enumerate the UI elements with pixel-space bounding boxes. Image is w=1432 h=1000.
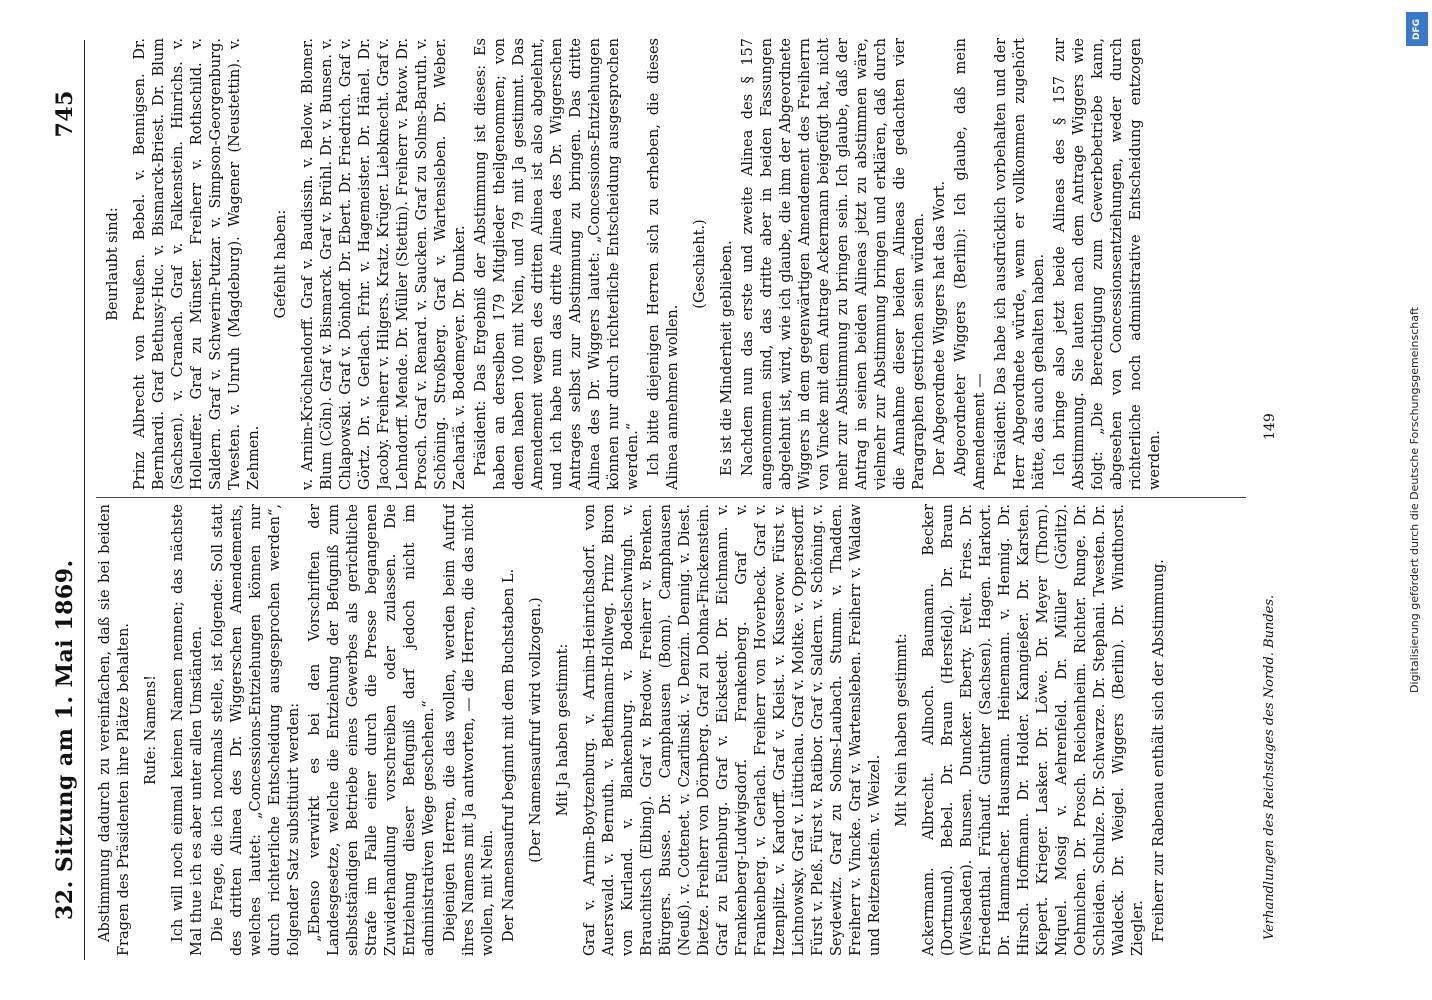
paragraph: Diejenigen Herren, die das wollen, werden beim Aufruf ihres Namens mit Ja antworten, — die Herren, die das nicht wollen, mit Nein.	[442, 504, 496, 956]
paragraph: Ackermann. Albrecht. Allnoch. Baumann. Becker (Dortmund). Bebel. Dr. Braun (Hersfeld). Dr. Braun (Wiesbaden). Bunsen. Duncker. Eberty. Evelt. Fries. Dr. Friedenthal. Frühauf. Günther (Sachsen). Hagen. Harkort. Dr. Hammacher. Hausmann. Heinemann. v. Hennig. Dr. Hirsch. Hoffmann. Dr. Holder. Kanngießer. Dr. Karsten. Kiepert. Krieger. Lasker. Dr. Löwe. Dr. Meyer (Thorn). Miquel. Mosig v. Aehrenfeld. Dr. Müller (Görlitz). Oehmichen. Dr. Prosch. Reichenheim. Richter. Runge. Dr. Schleiden. Schulze. Dr. Schwarze. Dr. Stephani. Twesten. Dr. Waldeck. Dr. Weigel. Wiggers (Berlin). Dr. Windthorst. Ziegler.	[921, 504, 1146, 956]
page-signature: 149	[1262, 413, 1278, 440]
paragraph: v. Arnim-Kröchlendorff. Graf v. Baudissin. v. Below. Blomer. Blum (Cöln). Graf v. Bismarck. Graf v. Brühl. Dr. v. Bunsen. v. Chlapowski. Graf v. Dönhoff. Dr. Ebert. Dr. Friedrich. Graf v. Görtz. Dr. v. Gerlach. Frhr. v. Hagemeister. Dr. Hänel. Dr. Jacoby. Freiherr v. Hilgers. Kratz. Krüger. Liebknecht. Graf v. Lehndorff. Mende. Dr. Müller (Stettin). Freiherr v. Patow. Dr. Prosch. Graf v. Renard. v. Saucken. Graf zu Solms-Baruth. v. Schöning. Stroßberg. Graf v. Wartensleben. Dr. Weber. Zachariä. v. Bodemeyer. Dr. Dunker.	[300, 38, 468, 490]
paragraph: Abstimmung dadurch zu vereinfachen, daß sie bei beiden Fragen des Präsidenten ihre Plätze behalten.	[97, 504, 132, 956]
paragraph: Ich bitte diejenigen Herren sich zu erheben, die dieses Alinea annehmen wollen.	[646, 38, 681, 490]
page-title: 32. Sitzung am 1. Mai 1869.	[52, 559, 78, 920]
paragraph: Der Namensaufruf beginnt mit dem Buchstaben L.	[501, 568, 517, 942]
paragraph: (Geschieht.)	[692, 219, 708, 309]
paragraph: Gefehlt haben:	[273, 209, 289, 319]
left-column	[96, 504, 1246, 956]
paragraph: (Der Namensaufruf wird vollzogen.)	[528, 597, 544, 863]
paragraph: Ich will noch einmal keinen Namen nennen; das nächste Mal thue ich es aber unter allen Umständen.	[170, 504, 205, 956]
page-footer: Verhandlungen des Reichstages des Nordd. Bundes.	[1262, 594, 1277, 940]
digitization-sidebar	[1398, 0, 1432, 1000]
paragraph: Beurlaubt sind:	[105, 207, 121, 321]
paragraph: Ich bringe also jetzt beide Alineas des § 157 zur Abstimmung. Sie lauten nach dem Antrage Wiggers wie folgt: „Die Berechtigung zum Gewerbebetriebe kann, abgesehen von Concessionsentziehungen, weder durch richterliche noch administrative Entscheidung entzogen werden.	[1052, 38, 1163, 490]
paragraph: Graf v. Arnim-Boytzenburg. v. Arnim-Heinrichsdorf. von Auerswald. v. Bernuth. v. Bethmann-Hollweg. Prinz Biron von Kurland. v. Blankenburg. v. Bodelschwingh. v. Brauchitsch (Elbing). Graf v. Bredow. Freiherr v. Brenken. Bürgers. Busse. Dr. Camphausen (Bonn). Camphausen (Neuß). v. Cottenet. v. Czarlinski. v. Denzin. Dennig. v. Diest. Dietze. Freiherr von Dörnberg. Graf zu Dohna-Finckenstein. Graf zu Eulenburg. Graf v. Eickstedt. Dr. Eichmann. v. Frankenberg-Ludwigsdorf. Frankenberg. Graf v. Frankenberg. v. Gerlach. Freiherr von Hoverbeck. Graf v. Itzenplitz. v. Kardorff. Graf v. Kleist. v. Kusserow. Fürst v. Lichnowsky. Graf v. Lüttichau. Graf v. Moltke. v. Oppersdorff. Fürst v. Pleß. Fürst v. Ratibor. Graf v. Saldern. v. Schöning. v. Seydewitz. Graf zu Solms-Laubach. Stumm. v. Thadden. Freiherr v. Vincke. Graf v. Wartensleben. Freiherr v. Waldaw und Reitzenstein. v. Weizel.	[582, 504, 883, 956]
paragraph: Der Abgeordnete Wiggers hat das Wort.	[932, 180, 948, 476]
dfg-logo: DFG	[1406, 12, 1428, 46]
paragraph: Prinz Albrecht von Preußen. Bebel. v. Bennigsen. Dr. Bernhardi. Graf Bethusy-Huc. v. Bismarck-Briest. Dr. Blum (Sachsen). v. Cranach. Graf v. Falkenstein. Hinrichs. v. Holleuffer. Graf zu Münster. Freiherr v. Rothschild. v. Saldern. Graf v. Schwerin-Putzar. v. Simpson-Georgenburg. Twesten. v. Unruh (Magdeburg). Wagener (Neustettin). v. Zehmen.	[132, 38, 262, 490]
paragraph: Freiherr zur Rabenau enthält sich der Abstimmung.	[1151, 559, 1167, 942]
paragraph: Mit Ja haben gestimmt:	[555, 643, 571, 817]
paragraph: Es ist die Minderheit geblieben.	[719, 240, 735, 476]
paragraph: Mit Nein haben gestimmt:	[894, 633, 910, 827]
paragraph: Nachdem nun das erste und zweite Alinea des § 157 angenommen sind, das dritte aber in beiden Fassungen abgelehnt ist, wird, wie ich glaube, die ihm der Abgeordnete Wiggers in dem gegenwärtigen Amendement des Freiherrn von Vincke mit dem Antrage Ackermann beigefügt hat, nicht mehr zur Abstimmung zu bringen sein. Ich glaube, daß der Antrag in seinen beiden Alineas jetzt zu abstimmen wäre, vielmehr zur Abstimmung bringen und erklären, daß durch die Annahme dieser beiden Alineas die gedachten vier Paragraphen gestrichen sein würden.	[740, 38, 927, 490]
digitization-notice: Digitalisierung gefördert durch die Deutsche Forschungsgemeinschaft	[1408, 307, 1421, 693]
paragraph: Abgeordneter Wiggers (Berlin): Ich glaube, daß mein Amendement —	[953, 38, 988, 490]
paragraph: Präsident: Das Ergebniß der Abstimmung ist dieses: Es haben an derselben 179 Mitglieder theilgenommen; von denen haben 100 mit Nein, und 79 mit Ja gestimmt. Das Amendement wegen des dritten Alinea ist also abgelehnt, und ich habe nun das dritte Alinea des Dr. Wiggerschen Antrages selbst zur Abstimmung zu bringen. Das dritte Alinea des Dr. Wiggers lautet: „Concessions-Entziehungen können nur durch richterliche Entscheidung ausgesprochen werden.“	[473, 38, 641, 490]
paragraph: „Ebenso verwirkt es bei den Vorschriften der Landesgesetze, welche die Entziehung der Befugniß zum selbstständigen Betriebe eines Gewerbes als gerichtliche Strafe im Falle einer durch die Presse begangenen Zuwiderhandlung vorschreiben oder zulassen. Die Entziehung dieser Befugniß darf jedoch nicht im administrativen Wege geschehen.“	[307, 504, 437, 956]
column-divider	[96, 497, 1246, 498]
paragraph: Präsident: Das habe ich ausdrücklich vorbehalten und der Herr Abgeordnete würde, wenn er vollkommen zugehört hätte, das auch gehalten haben.	[993, 38, 1047, 490]
paragraph: Die Frage, die ich nochmals stelle, ist folgende: Soll statt des dritten Alinea des Dr. Wiggerschen Amendements, welches lautet: „Concessions-Entziehungen können nur durch richterliche Entscheidung ausgesprochen werden“, folgender Satz substituirt werden:	[210, 504, 302, 956]
paragraph: Rufe: Namens!	[143, 675, 159, 785]
page-header	[50, 40, 85, 960]
right-column	[96, 38, 1246, 490]
page-number: 745	[52, 90, 78, 138]
